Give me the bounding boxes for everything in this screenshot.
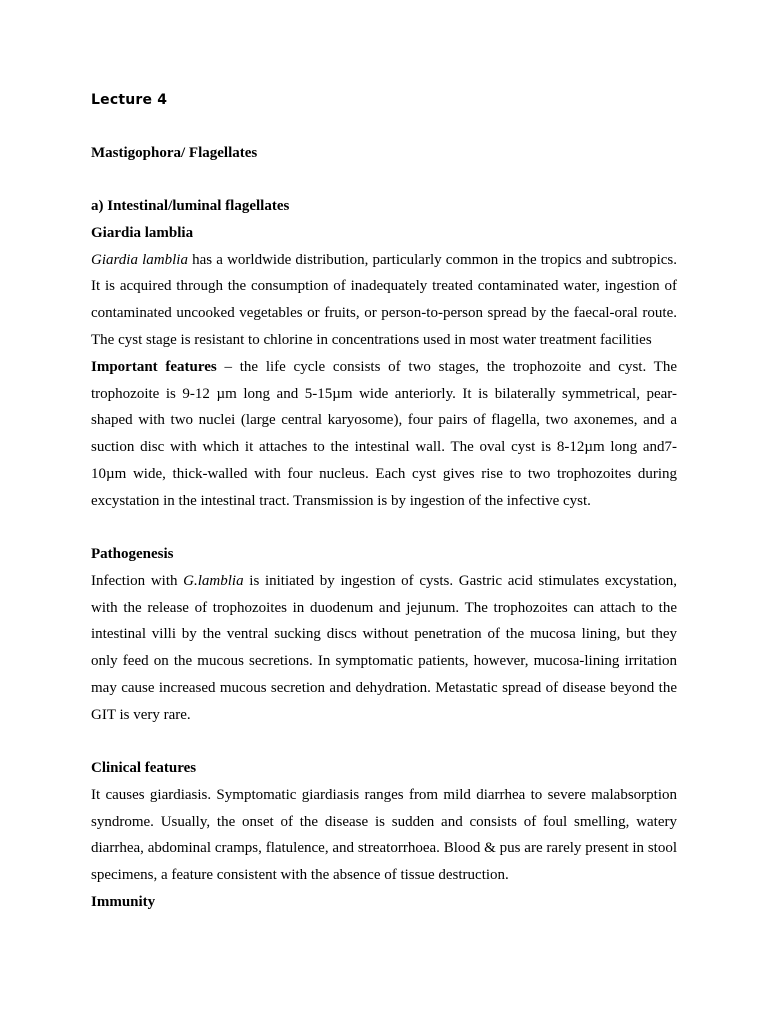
organism-heading: Giardia lamblia bbox=[91, 224, 194, 241]
pathogenesis-text-after: is initiated by ingestion of cysts. Gastric acid stimulates excystation, with the release of trophozoites in duodenum and jejunum. The trophozoites can attach to the intestinal villi by the ventral sucking discs without penetration of the mucosa lining, but they only feed on the mucous secretions. In symptomatic patients, however, mucosa-lining irritation may cause increased mucous secretion and dehydration. Metastatic spread of disease beyond the GIT is very rare. bbox=[91, 572, 677, 723]
pathogenesis-heading: Pathogenesis bbox=[91, 546, 174, 562]
clinical-heading: Clinical features bbox=[91, 760, 197, 776]
lecture-title: Lecture 4 bbox=[91, 92, 168, 108]
intro-paragraph bbox=[91, 247, 677, 354]
intro-text: has a worldwide distribution, particularly common in the tropics and subtropics. It is acquired through the consumption of inadequately treated contaminated water, ingestion of contaminated uncooked vegetables or fruits, or person-to-person spread by the faecal-oral route. The cyst stage is resistant to chlorine in concentrations used in most water treatment facilities bbox=[91, 251, 677, 348]
section-title: Mastigophora/ Flagellates bbox=[91, 145, 258, 161]
pathogenesis-paragraph bbox=[91, 568, 677, 729]
organism-name-italic: Giardia lamblia bbox=[91, 251, 188, 268]
pathogen-name-italic: G.lamblia bbox=[183, 572, 244, 589]
document-page bbox=[91, 0, 677, 1024]
subsection-title: a) Intestinal/luminal flagellates bbox=[91, 198, 290, 214]
pathogenesis-block bbox=[91, 541, 677, 729]
features-label: Important features bbox=[91, 358, 217, 375]
features-paragraph bbox=[91, 354, 677, 515]
features-text: – the life cycle consists of two stages, the trophozoite and cyst. The trophozoite is 9-12 µm long and 5-15µm wide anteriorly. It is bilaterally symmetrical, pear-shaped with two nuclei (large central karyosome), four pairs of flagella, two axonemes, and a suction disc with which it attaches to the intestinal wall. The oval cyst is 8-12µm long and7-10µm wide, thick-walled with four nucleus. Each cyst gives rise to two trophozoites during excystation in the intestinal tract. Transmission is by ingestion of the infective cyst. bbox=[91, 358, 677, 509]
section-block bbox=[91, 140, 677, 167]
immunity-heading: Immunity bbox=[91, 893, 156, 910]
pathogenesis-text-before: Infection with bbox=[91, 572, 184, 589]
clinical-paragraph: It causes giardiasis. Symptomatic giardiasis ranges from mild diarrhea to severe malabsorption syndrome. Usually, the onset of the disease is sudden and consists of foul smelling, watery diarrhea, abdominal cramps, flatulence, and streatorrhoea. Blood & pus are rarely present in stool specimens, a feature consistent with the absence of tissue destruction. bbox=[91, 786, 677, 884]
giardia-block bbox=[91, 193, 677, 515]
clinical-block bbox=[91, 755, 677, 916]
